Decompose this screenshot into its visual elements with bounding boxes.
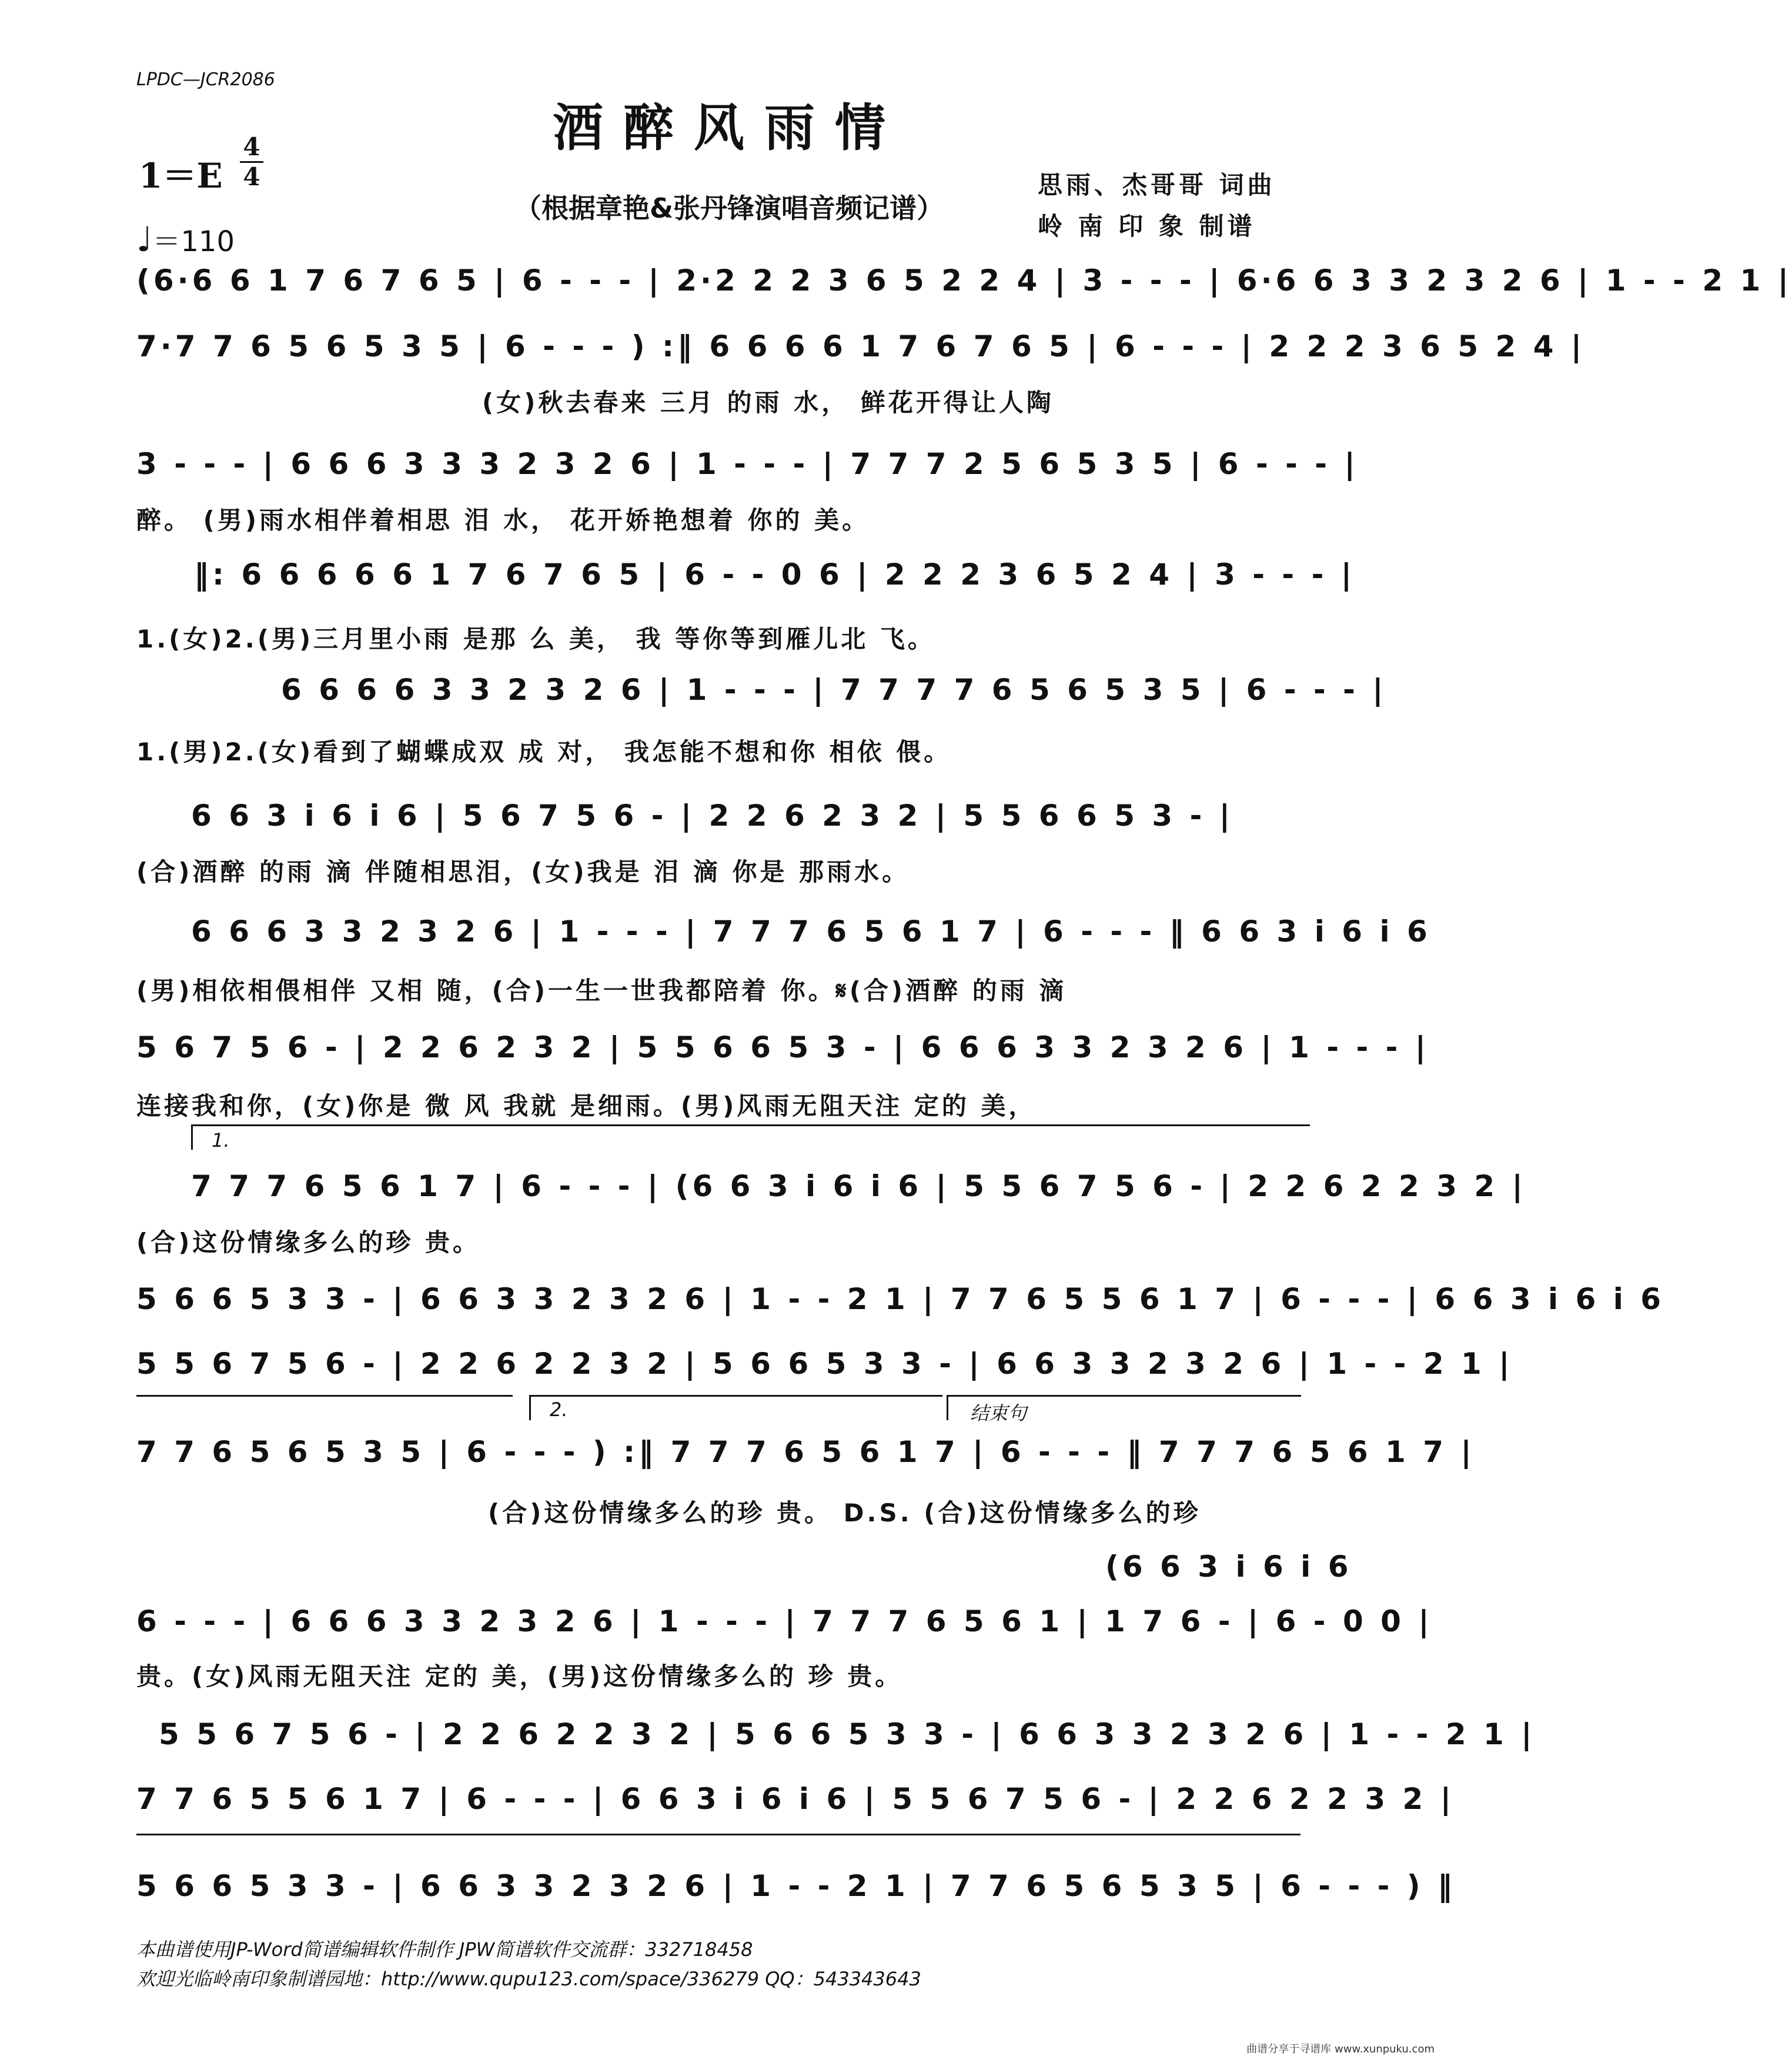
score-row-15: 7 7 6 5 5 6 1 7 | 6 - - - | 6 6 3 i 6 i 6 | 5 5 6 7 5 6 - | 2 2 6 2 2 3 2 |: [136, 1782, 1455, 1816]
score-row-12: 7 7 6 5 6 5 3 5 | 6 - - - ) :‖ 7 7 7 6 5 6 1 7 | 6 - - - ‖ 7 7 7 6 5 6 1 7 |: [136, 1435, 1475, 1469]
score-row-11: 5 5 6 7 5 6 - | 2 2 6 2 2 3 2 | 5 6 6 5 3 3 - | 6 6 3 3 2 3 2 6 | 1 - - 2 1 |: [136, 1347, 1513, 1381]
song-title: 酒醉风雨情: [553, 98, 905, 158]
tempo-value: ＝110: [152, 225, 235, 258]
score-row-10: 5 6 6 5 3 3 - | 6 6 3 3 2 3 2 6 | 1 - - 2 1 | 7 7 6 5 5 6 1 7 | 6 - - - | 6 6 3 i 6 i 6: [136, 1282, 1665, 1316]
subtitle: （根据章艳&张丹锋演唱音频记谱）: [514, 192, 944, 224]
key-signature: 1＝E: [139, 156, 223, 196]
footer-line-2: 欢迎光临岭南印象制谱园地：http://www.qupu123.com/space/336279 QQ：543343643: [136, 1968, 921, 1990]
second-ending-label: 2.: [550, 1398, 568, 1421]
footer-line-1: 本曲谱使用JP-Word简谱编辑软件制作 JPW简谱软件交流群：332718458: [136, 1938, 753, 1961]
lyric-row-7: (男)相依相偎相伴 又相 随，(合)一生一世我都陪着 你。𝄋(合)酒醉 的雨 滴: [136, 976, 1067, 1005]
lyric-row-8: 连接我和你，(女)你是 微 风 我就 是细雨。(男)风雨无阻天注 定的 美，: [136, 1091, 1037, 1120]
final-bracket: [136, 1834, 1300, 1859]
score-row-16: 5 6 6 5 3 3 - | 6 6 3 3 2 3 2 6 | 1 - - 2 1 | 7 7 6 5 6 5 3 5 | 6 - - - ) ‖: [136, 1869, 1456, 1903]
score-row-9: 7 7 7 6 5 6 1 7 | 6 - - - | (6 6 3 i 6 i 6 | 5 5 6 7 5 6 - | 2 2 6 2 2 3 2 |: [191, 1169, 1526, 1203]
lyric-row-2: (女)秋去春来 三月 的雨 水， 鲜花开得让人陶: [482, 388, 1054, 417]
time-signature: [240, 134, 263, 190]
score-row-2: 7·7 7 6 5 6 5 3 5 | 6 - - - ) :‖ 6 6 6 6 1 7 6 7 6 5 | 6 - - - | 2 2 2 3 6 5 2 4 |: [136, 329, 1586, 363]
outro-pickup: (6 6 3 i 6 i 6: [1105, 1550, 1352, 1584]
lyric-row-6: (合)酒醉 的雨 滴 伴随相思泪，(女)我是 泪 滴 你是 那雨水。: [136, 857, 910, 886]
lyric-row-5: 1.(男)2.(女)看到了蝴蝶成双 成 对， 我怎能不想和你 相依 偎。: [136, 737, 952, 766]
score-row-6: 6 6 3 i 6 i 6 | 5 6 7 5 6 - | 2 2 6 2 3 2 | 5 5 6 6 5 3 - |: [191, 799, 1234, 833]
lyric-row-12: (合)这份情缘多么的珍 贵。 D.S. (合)这份情缘多么的珍: [488, 1498, 1201, 1527]
score-row-3: 3 - - - | 6 6 6 3 3 3 2 3 2 6 | 1 - - - | 7 7 7 2 5 6 5 3 5 | 6 - - - |: [136, 447, 1359, 481]
lyric-row-9: (合)这份情缘多么的珍 贵。: [136, 1228, 481, 1257]
score-row-8: 5 6 7 5 6 - | 2 2 6 2 3 2 | 5 5 6 6 5 3 - | 6 6 6 3 3 2 3 2 6 | 1 - - - |: [136, 1030, 1430, 1064]
credit-lyrics: 思雨、杰哥哥 词曲: [1038, 171, 1276, 199]
tempo-marking: [136, 219, 235, 259]
first-ending-bracket: [191, 1124, 1310, 1150]
watermark: 曲谱分享于寻谱库 www.xunpuku.com: [1246, 2043, 1435, 2055]
lyric-row-13: 贵。(女)风雨无阻天注 定的 美，(男)这份情缘多么的 珍 贵。: [136, 1662, 903, 1691]
quarter-note-icon: ♩: [136, 219, 153, 259]
coda-label: 结束句: [970, 1402, 1027, 1424]
score-row-7: 6 6 6 3 3 2 3 2 6 | 1 - - - | 7 7 7 6 5 6 1 7 | 6 - - - ‖ 6 6 3 i 6 i 6: [191, 914, 1431, 949]
score-code: LPDC—JCR2086: [136, 69, 275, 90]
score-row-4: ‖: 6 6 6 6 6 1 7 6 7 6 5 | 6 - - 0 6 | 2 2 2 3 6 5 2 4 | 3 - - - |: [194, 558, 1356, 592]
lyric-row-4: 1.(女)2.(男)三月里小雨 是那 么 美， 我 等你等到雁儿北 飞。: [136, 625, 935, 653]
score-row-13: 6 - - - | 6 6 6 3 3 2 3 2 6 | 1 - - - | 7 7 7 6 5 6 1 | 1 7 6 - | 6 - 0 0 |: [136, 1604, 1433, 1638]
second-ending-bracket: [529, 1395, 942, 1420]
time-top: 4: [243, 132, 260, 161]
time-bottom: 4: [243, 162, 260, 191]
score-row-5: 6 6 6 6 3 3 2 3 2 6 | 1 - - - | 7 7 7 7 6 5 6 5 3 5 | 6 - - - |: [281, 673, 1387, 707]
first-ending-continuation: [136, 1395, 513, 1420]
first-ending-label: 1.: [212, 1129, 230, 1151]
score-row-14: 5 5 6 7 5 6 - | 2 2 6 2 2 3 2 | 5 6 6 5 3 3 - | 6 6 3 3 2 3 2 6 | 1 - - 2 1 |: [159, 1717, 1536, 1751]
lyric-row-3: 醉。 (男)雨水相伴着相思 泪 水， 花开娇艳想着 你的 美。: [136, 506, 870, 535]
credit-score: 岭 南 印 象 制谱: [1038, 212, 1256, 241]
score-row-1: (6·6 6 1 7 6 7 6 5 | 6 - - - | 2·2 2 2 3 6 5 2 2 4 | 3 - - - | 6·6 6 3 3 2 3 2 6 | 1 - - 2 1 |: [136, 263, 1792, 298]
